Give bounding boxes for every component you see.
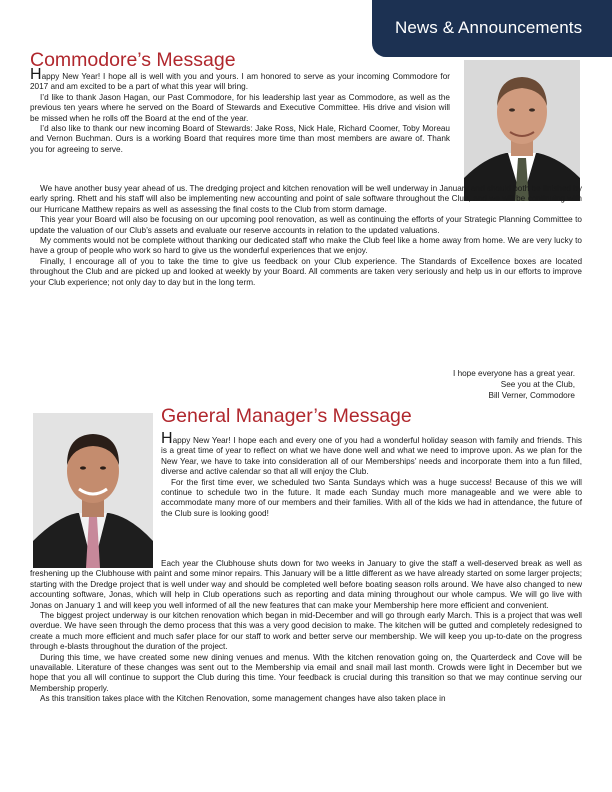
gm-paragraph-5: During this time, we have created some new dining venues and menus. With the kitchen renovation going on, the Quarterdeck and Cove will be unavailable. Literature of these changes was sent out to the Membership via email and snail mail last month. Crowds were light in December but we hope that you all will continue to support the Club during this time. Your feedback is crucial during this transition so that we may continue serving our Membership properly. <box>30 652 582 693</box>
general-manager-message-title: General Manager’s Message <box>161 405 412 427</box>
commodore-message-body-top <box>30 66 450 155</box>
commodore-signoff <box>453 368 575 401</box>
general-manager-portrait-photo <box>33 413 153 568</box>
commodore-portrait-photo <box>464 60 580 201</box>
section-header-label: News & Announcements <box>395 18 583 37</box>
gm-paragraph-2: For the first time ever, we scheduled two Santa Sundays which was a huge success! Because of this we will continue to schedule two in the future. It made each Sunday much more manageable and we were able to accommodate many more of our members and their families. With all of the kids we had in attendance, the future of the Club sure is looking good! <box>161 477 582 518</box>
section-header-tab <box>372 0 612 57</box>
commodore-paragraph-1 <box>30 66 450 93</box>
gm-paragraph-6: As this transition takes place with the Kitchen Renovation, some management changes have also taken place in <box>40 694 446 704</box>
commodore-paragraph-7: Finally, I encourage all of you to take the time to give us feedback on your Club experience. The Standards of Excellence boxes are located throughout the Club and are picked up and looked at weekly by your Board. All comments are taken very seriously and help us in our efforts to improve your Club experience; not only day to day but in the long term. <box>30 256 582 287</box>
commodore-dropcap: H <box>30 66 42 83</box>
commodore-paragraph-5: This year your Board will also be focusing on our upcoming pool renovation, as well as continuing the efforts of your Strategic Planning Committee to update the valuation of our Club’s assets and evaluate our reserve accounts in relation to the updated valuations. <box>30 215 582 235</box>
gm-paragraph-4: The biggest project underway is our kitchen renovation which began in mid-December and will go through early March. This is a project that was well overdue. We have seen through the demo process that this was a very good decision to make. The kitchen will be gutted and completely redesigned to create a much more efficient and much safer place for our staff to work and better serve our membership. We will keep you up-to-date on the progress through e-blasts throughout the duration of the project. <box>30 611 582 652</box>
commodore-paragraph-2: I’d like to thank Jason Hagan, our Past Commodore, for his leadership last year as Commodore, as well as the previous ten years where he served on the Board of Stewards and Executive Committee. His drive and vision will be missed when he rolls off the Board at the end of the year. <box>30 92 450 123</box>
gm-message-body-bottom <box>30 559 582 705</box>
gm-paragraph-3: Each year the Clubhouse shuts down for two weeks in January to give the staff a well-deserved break as well as freshening up the Clubhouse with paint and some minor repairs. This January will be a little different as we have already started on some larger projects; starting with the Dredge project that is well under way and should be completed well before boating season rolls around. We have also changed to new accounting software, Jonas, which will help in Club operations such as reporting and data mining throughout our whole campus. We will go live with Jonas on January 1 and will keep you well informed of all the new features that can make your Membership here more efficient and convenient. <box>30 559 582 610</box>
commodore-paragraph-4: We have another busy year ahead of us. The dredging project and kitchen renovation will be well underway in January and should both be finished by early spring. Rhett and his staff will also be implementing new accounting and point of sale software throughout the Club, and we will be continuing with our Hurricane Matthew repairs as well as assessing the final costs to the Club from storm damage. <box>30 184 582 214</box>
commodore-message-body-bottom <box>30 184 582 288</box>
commodore-paragraph-6: My comments would not be complete without thanking our dedicated staff who make the Club feel like a home away from home. We are very lucky to have a group of people who work so hard to give us the wonderful experiences that we enjoy. <box>30 236 582 256</box>
signoff-line-3: Bill Verner, Commodore <box>488 391 575 400</box>
commodore-paragraph-3: I’d also like to thank our new incoming Board of Stewards: Jake Ross, Nick Hale, Richard Coomer, Toby Moreau and Vernon Buchman. Ours is a working Board that requires more time than most members are aware of. Thank you for agreeing to serve. <box>30 124 450 154</box>
gm-dropcap: H <box>161 430 173 447</box>
gm-message-body-top <box>161 430 582 519</box>
signoff-line-1: I hope everyone has a great year. <box>453 369 575 378</box>
commodore-paragraph-1-text: appy New Year! I hope all is well with you and yours. I am honored to serve as your incoming Commodore for 2017 and am excited to be a part of what this year will bring. <box>30 72 450 92</box>
signoff-line-2: See you at the Club, <box>500 380 575 389</box>
gm-paragraph-1-text: appy New Year! I hope each and every one of you had a wonderful holiday season with family and friends. This is a great time of year to reflect on what we have done well and what we need to improve upon. As we plan for the New Year, we have to take into consideration all of our Memberships’ needs and incorporate them into a fun filled, diverse and active calendar so that all will enjoy the Club. <box>161 436 582 477</box>
gm-paragraph-1 <box>161 430 582 478</box>
commodore-message-title: Commodore’s Message <box>30 49 236 71</box>
